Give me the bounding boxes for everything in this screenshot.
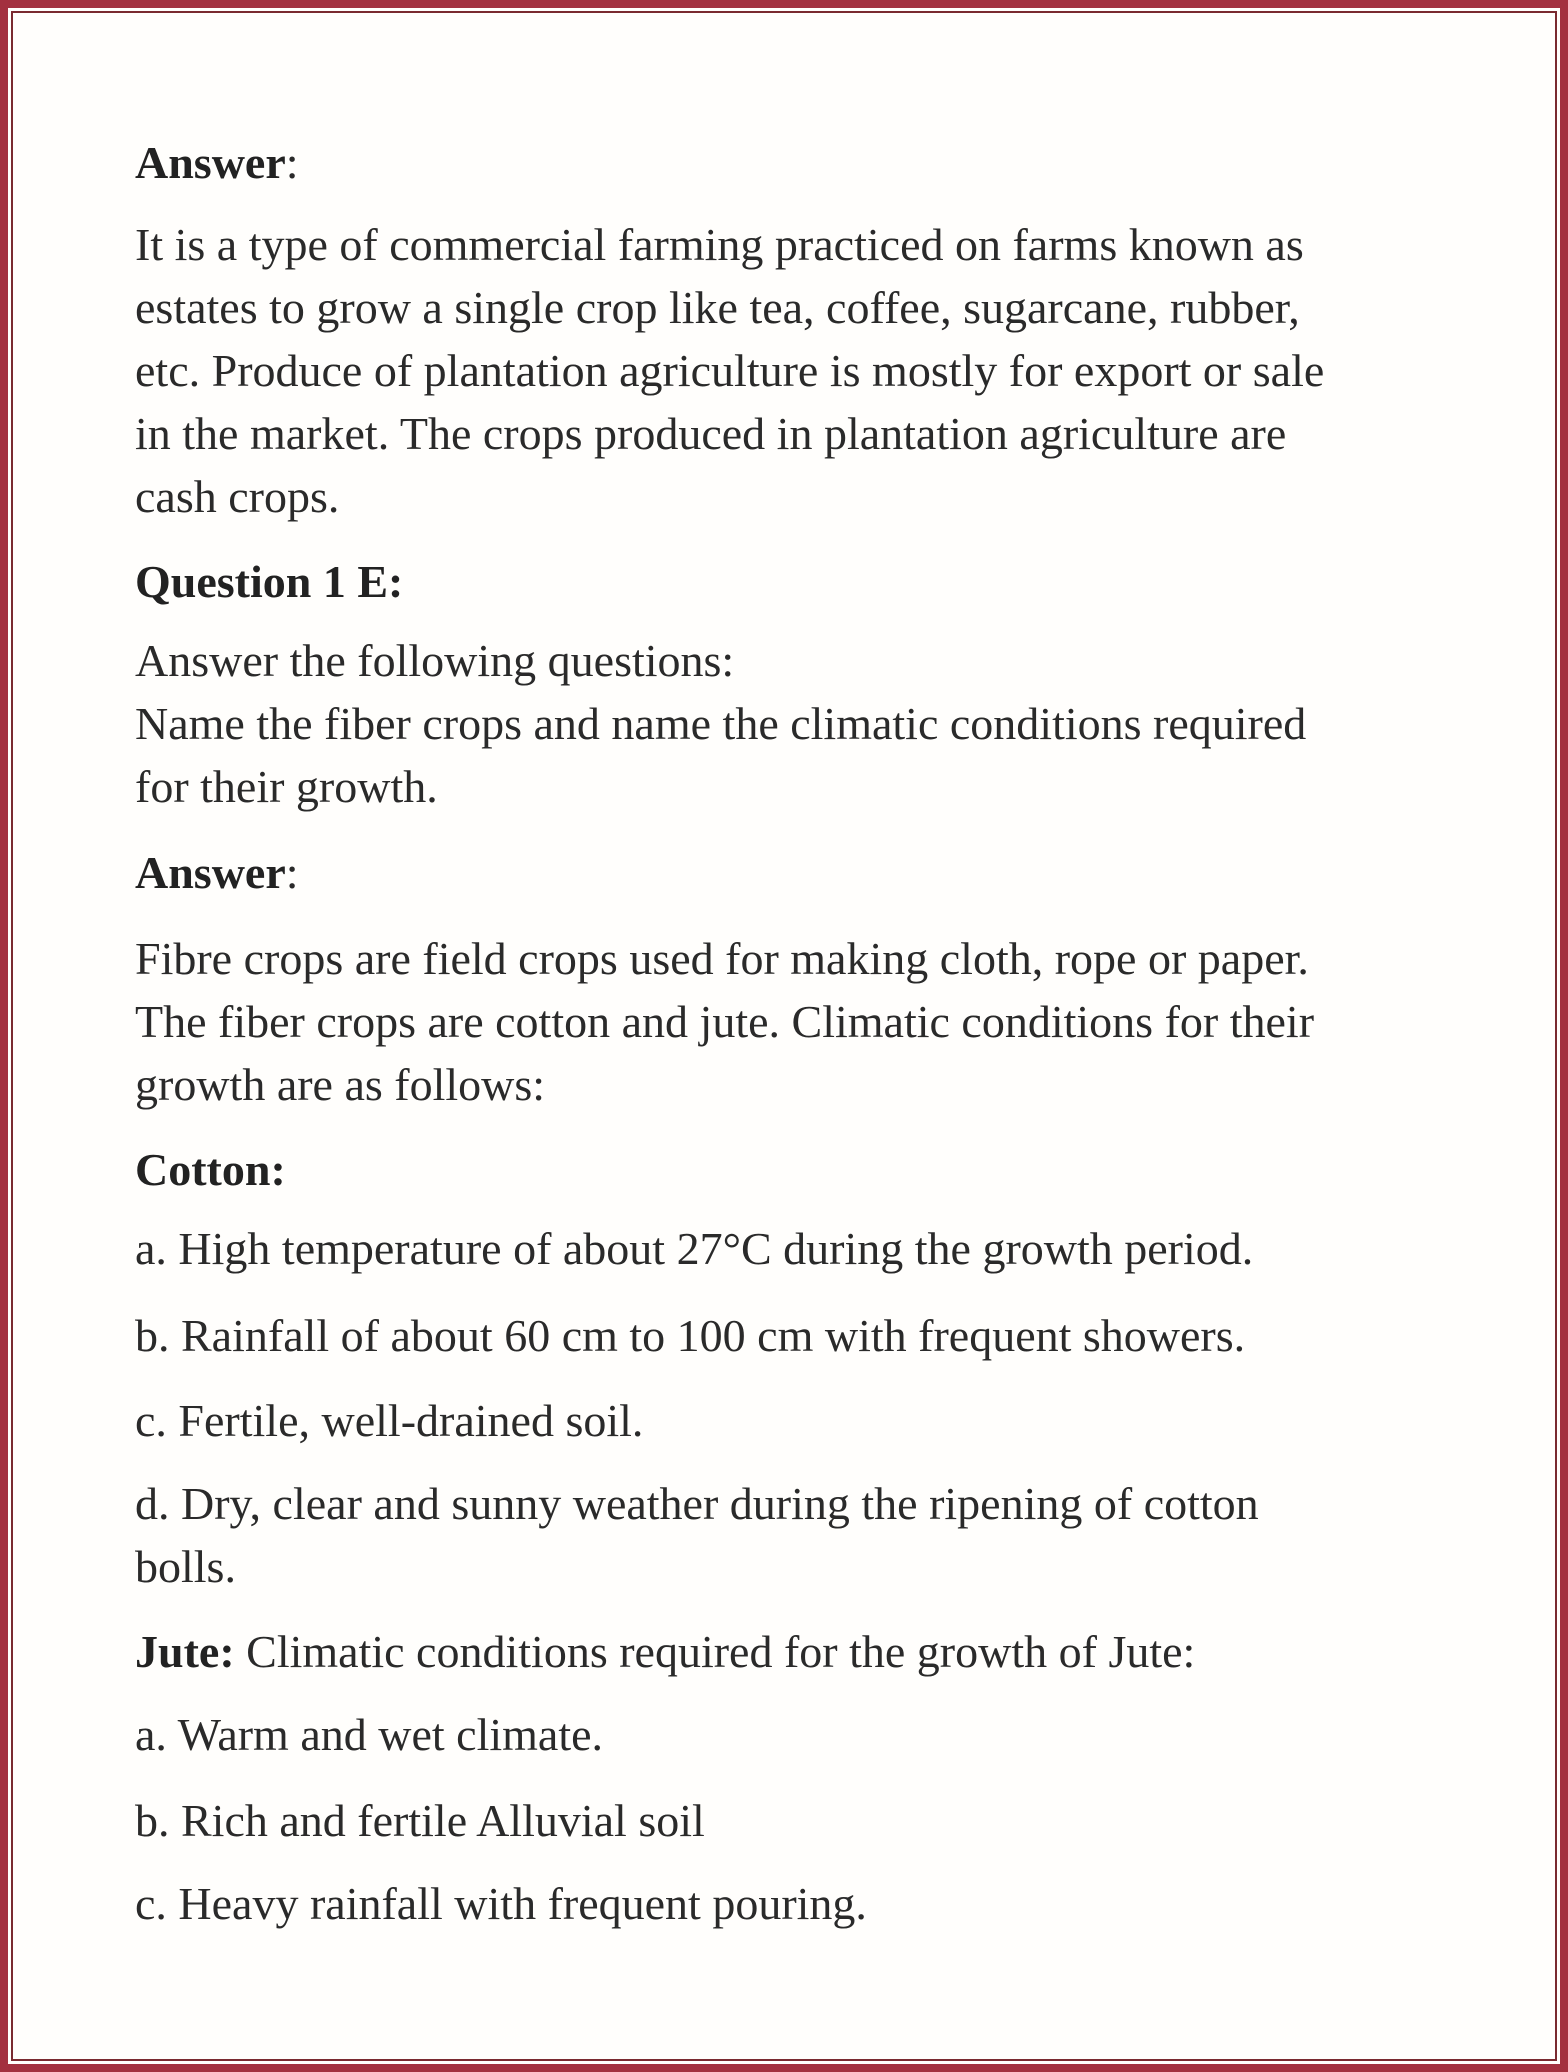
cotton-item: b. Rainfall of about 60 cm to 100 cm with frequent showers. <box>135 1310 1246 1361</box>
cotton-item <box>135 1472 1259 1598</box>
answer-label: Answer <box>135 847 286 898</box>
text-line: cash crops. <box>135 471 340 522</box>
text-line: for their growth. <box>135 761 438 812</box>
text-line: etc. Produce of plantation agriculture is mostly for export or sale <box>135 345 1325 396</box>
question-text <box>135 629 1306 818</box>
text-line: Answer the following questions: <box>135 635 735 686</box>
text-line: Fibre crops are field crops used for making cloth, rope or paper. <box>135 933 1309 984</box>
text-line: It is a type of commercial farming practiced on farms known as <box>135 219 1304 270</box>
answer-paragraph <box>135 213 1324 528</box>
text-line: The fiber crops are cotton and jute. Climatic conditions for their <box>135 996 1315 1047</box>
answer-heading: Answer: <box>135 137 299 188</box>
jute-line <box>135 1620 1195 1683</box>
cotton-item: a. High temperature of about 27°C during the growth period. <box>135 1223 1254 1274</box>
text-line: in the market. The crops produced in plantation agriculture are <box>135 408 1287 459</box>
jute-intro: Climatic conditions required for the growth of Jute: <box>234 1626 1196 1677</box>
answer-label: Answer <box>135 137 286 188</box>
jute-item: c. Heavy rainfall with frequent pouring. <box>135 1878 867 1929</box>
jute-heading: Jute: <box>135 1626 235 1677</box>
answer-paragraph-2 <box>135 927 1314 1116</box>
text-line: d. Dry, clear and sunny weather during the ripening of cotton <box>135 1478 1259 1529</box>
answer-heading-2: Answer: <box>135 847 299 898</box>
text-line: bolls. <box>135 1541 236 1592</box>
jute-item: a. Warm and wet climate. <box>135 1709 604 1760</box>
text-line: Name the fiber crops and name the climatic conditions required <box>135 698 1307 749</box>
text-line: growth are as follows: <box>135 1059 546 1110</box>
cotton-item: c. Fertile, well-drained soil. <box>135 1395 644 1446</box>
cotton-heading: Cotton: <box>135 1144 286 1195</box>
question-heading: Question 1 E: <box>135 556 404 607</box>
text-line: estates to grow a single crop like tea, coffee, sugarcane, rubber, <box>135 282 1300 333</box>
jute-item: b. Rich and fertile Alluvial soil <box>135 1795 705 1846</box>
